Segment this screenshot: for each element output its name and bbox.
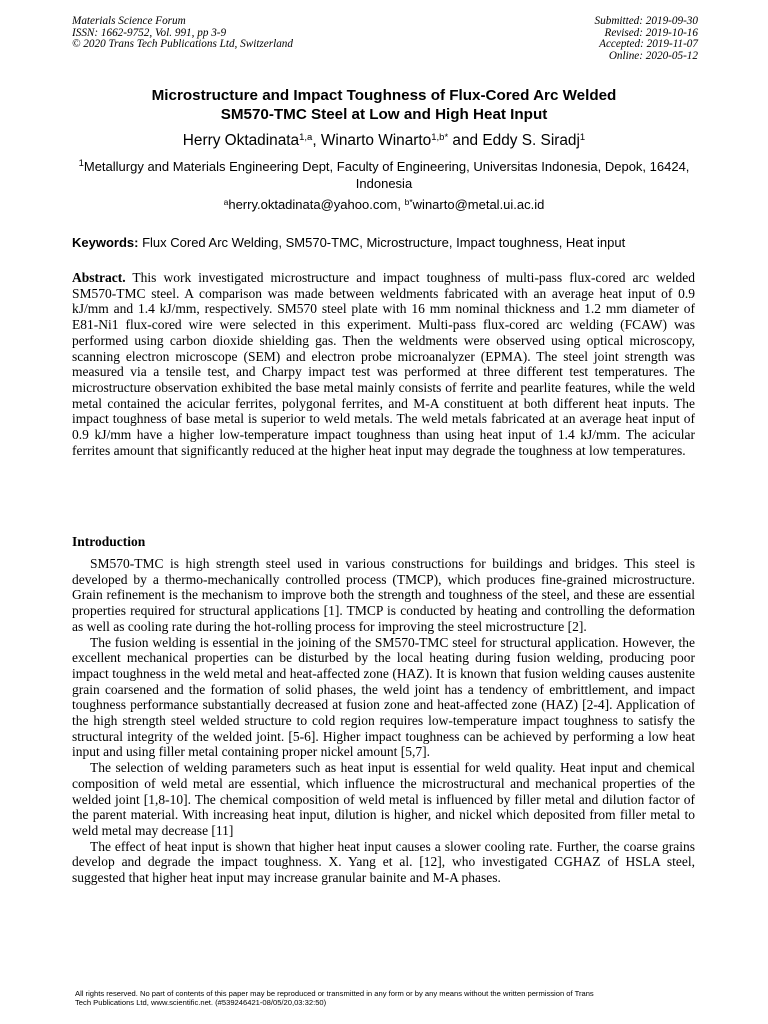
keywords [72, 234, 698, 251]
copyright-footer [75, 990, 708, 1007]
paragraph: The selection of welding parameters such as heat input is essential for weld quality. Heat input and chemical composition of weld metal are essential, which influence the microstructural and mechanical properties of the welded joint [1,8-10]. The chemical composition of weld metal is influenced by filler metal and dilution factor of the parent material. With increasing heat input, dilution is higher, and nickel which deposited from filler metal to weld metal may decrease [11] [72, 760, 695, 838]
author-name: Eddy S. Siradj [482, 132, 580, 149]
paragraph: The effect of heat input is shown that higher heat input causes a slower cooling rate. Further, the coarse grains develop and degrade the impact toughness. X. Yang et al. [12], who investigated CGHAZ of HSLA steel, suggested that higher heat input may increase granular bainite and M-A phases. [72, 838, 695, 886]
author-list [40, 131, 728, 151]
title-line-2: SM570-TMC Steel at Low and High Heat Input [220, 106, 548, 123]
abstract [72, 270, 695, 458]
introduction-body [72, 556, 695, 886]
journal-name: Materials Science Forum [72, 15, 186, 27]
email-separator: , [397, 197, 405, 212]
affiliation-text: Metallurgy and Materials Engineering Dept, Faculty of Engineering, Universitas Indonesia, Depok, 16424, Indonesia [83, 159, 690, 191]
author-emails [60, 197, 708, 213]
section-heading-introduction: Introduction [72, 534, 146, 549]
paragraph: The fusion welding is essential in the joining of the SM570-TMC steel for structural application. However, the excellent mechanical properties can be disturbed by the local heating during fusion welding, producing poor impact toughness in the weld metal and heat-affected zone (HAZ). It is known that fusion welding causes austenite grain coarsened and the formation of solid phases, the weld joint has a tendency of embrittlement, and impact toughness performance substantially decreased at fusion zone and heat-affected zone (HAZ) [2-4]. Application of the high strength steel welded structure to cold region requires low-temperature impact toughness to satisfy the structural integrity of the welded joint. [5-6]. Higher impact toughness can be achieved by performing a low heat input and using filler metal containing proper nickel amount [5,7]. [72, 634, 695, 760]
date-online: Online: 2020-05-12 [608, 49, 698, 62]
keywords-label: Keywords: [72, 235, 139, 250]
abstract-label: Abstract. [72, 270, 126, 285]
abstract-text: This work investigated microstructure and impact toughness of multi-pass flux-cored arc welded SM570-TMC steel. A comparison was made between weldments fabricated with an average heat input of 0.9 kJ/mm and 1.4 kJ/mm, respectively. SM570 steel plate with 16 mm nominal thickness and 1.2 mm diameter of E81-Ni1 flux-cored wire were selected in this experiment. Multi-pass flux-cored arc welding (FCAW) was performed using carbon dioxide shielding gas. Then the weldments were observed using optical microscopy, scanning electron microscope (SEM) and electron probe microanalyzer (EPMA). The steel joint strength was measured via a tensile test, and Charpy impact test was performed at three different test temperatures. The microstructure observation exhibited the base metal mainly consists of ferrite and pearlite features, while the weld metal contained the acicular ferrites, polygonal ferrites, and M-A constituent at both different heat inputs. The impact toughness of base metal is superior to weld metals. The weld metals fabricated at an average heat input of 0.9 kJ/mm have a higher low-temperature impact toughness than using heat input of 1.4 kJ/mm. The acicular ferrites amount that significantly reduced at the higher heat input may degrade the toughness at low temperatures. [72, 270, 695, 458]
affiliation-sup: 1 [78, 158, 84, 169]
journal-info [72, 16, 293, 51]
author-sup: 1,a [299, 132, 313, 143]
email-link[interactable]: herry.oktadinata@yahoo.com [228, 197, 398, 212]
email-sup: b* [404, 197, 413, 207]
email-link[interactable]: winarto@metal.ui.ac.id [412, 197, 545, 212]
journal-header [72, 14, 698, 68]
title-line-1: Microstructure and Impact Toughness of Flux-Cored Arc Welded [151, 87, 617, 104]
date-submitted: Submitted: 2019-09-30 [594, 15, 698, 27]
keywords-text: Flux Cored Arc Welding, SM570-TMC, Microstructure, Impact toughness, Heat input [138, 235, 626, 250]
author-sup: 1 [579, 132, 586, 143]
journal-issn: ISSN: 1662-9752, Vol. 991, pp 3-9 [72, 26, 227, 39]
journal-copyright: © 2020 Trans Tech Publications Ltd, Switzerland [72, 38, 293, 51]
email-sup: a [223, 197, 229, 207]
paper-title [60, 86, 708, 124]
author-name: Winarto Winarto [320, 132, 432, 149]
author-name: Herry Oktadinata [182, 132, 300, 149]
author-sup: 1,b* [431, 132, 449, 143]
date-accepted: Accepted: 2019-11-07 [599, 38, 698, 51]
author-separator: , [312, 132, 321, 149]
date-revised: Revised: 2019-10-16 [604, 26, 698, 39]
publication-dates [595, 16, 698, 62]
affiliation [66, 159, 702, 192]
footer-line-2: Tech Publications Ltd, www.scientific.net. (#539246421-08/05/20,03:32:50) [75, 997, 327, 1007]
footer-line-1: All rights reserved. No part of contents of this paper may be reproduced or transmitted in any form or by any means without the written permission of Trans [75, 989, 594, 998]
author-separator: and [448, 132, 483, 149]
paragraph: SM570-TMC is high strength steel used in various constructions for buildings and bridges. This steel is developed by a thermo-mechanically controlled process (TMCP), which produces fine-grained microstructure. Grain refinement is the mechanism to improve both the strength and toughness of the steel, and these are essential properties required for structural applications [1]. TMCP is conducted by heating and controlling the deformation as well as cooling rate during the hot-rolling process for improving the steel microstructure [2]. [72, 556, 695, 634]
